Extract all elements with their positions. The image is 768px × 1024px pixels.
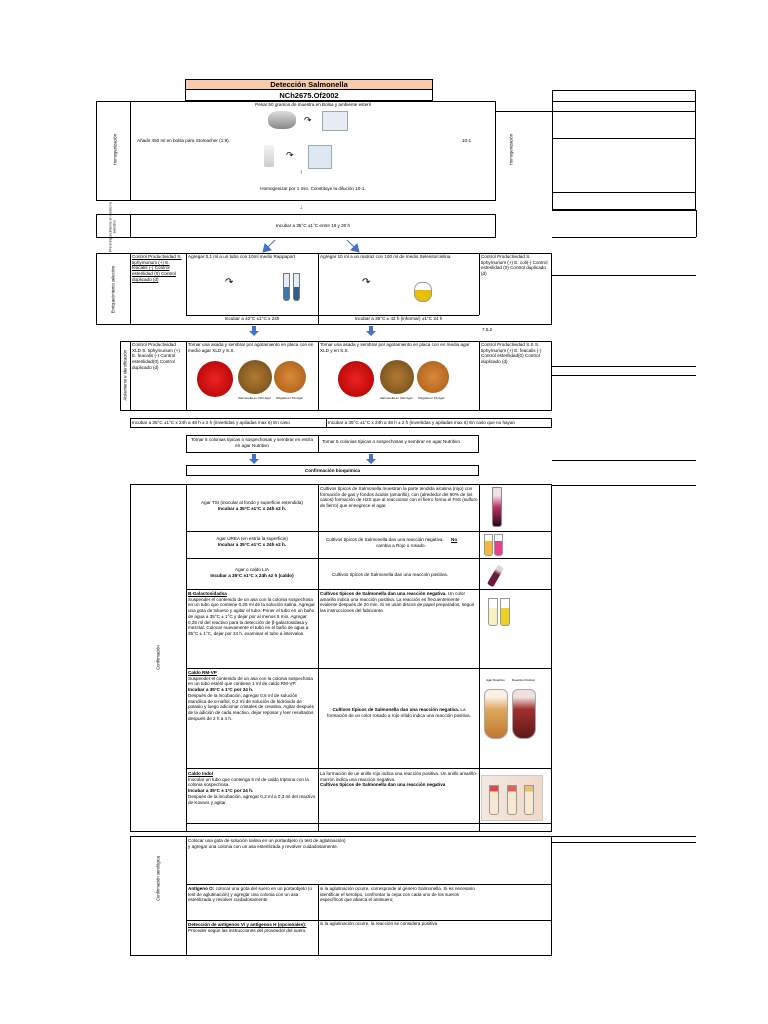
selective-incubation-right: Incubar a 35°C ± 42 h (informar) ±1°C 24 h bbox=[354, 316, 443, 321]
blue-arrow-down bbox=[366, 454, 376, 464]
bottle-image bbox=[264, 145, 274, 167]
pick-right: Tomar 5 colonias típicas o sospechosas y sembrar en agar Nutritivo bbox=[322, 439, 460, 444]
bgal-test bbox=[188, 591, 316, 637]
section-ref: 7.5.2 bbox=[482, 327, 493, 332]
rmvp-incubation: Incubar a 35°C ± 1°C por 24 h. bbox=[188, 687, 254, 693]
antigen-o-result-2: si la aglutinación ocurre, la reacción se considera positiva bbox=[320, 921, 438, 926]
bgal-text: Suspender el contenido de un asa con la colonia sospechosa en un tubo que contiene 0,25 ml de la solución salina. Agregar una gota de tolueno y agitar el tubo. Poner el tubo en un baño de agua a 35°C ± 1°C y dejar por al menos 5 min. Agregar 0,25 ml del reactivo para la detección de β-galactosidasa y mezclar. Colocar nuevamente el tubo en el baño de agua a 35°C ± 1°C, dejar por 24 h, examinar el tubo a intervalos. bbox=[188, 596, 315, 637]
control-label: Control Productividad S. tiphymurium (+) E. feacalis (-) Control esterilidad (0) Control duplicado (d) bbox=[132, 254, 182, 282]
urea-tube-image bbox=[484, 534, 493, 556]
rmvp-text: Suspender el contenido de un asa con la colonia sospechosa en un tubo estéril que contiene 1 ml de caldo RM-VP. bbox=[188, 675, 313, 687]
selective-right-control: Control Productividad S. tiphymurium (+) E. coli(-) Control esterilidad (0) Control duplicado (d) bbox=[481, 254, 548, 277]
tsi-incubation: Incubar a 35°C ±1°C x 24h ±2 h. bbox=[217, 505, 287, 511]
document-subtitle: NCh2675.Of2002 bbox=[185, 90, 433, 101]
document-title: Detección Salmonella bbox=[185, 79, 433, 90]
arrow-icon: ↷ bbox=[304, 115, 312, 125]
preenrich-side-label: Pre-enriquecimiento en medio no selectivo bbox=[108, 201, 116, 252]
indol-tube bbox=[524, 785, 534, 815]
homogenization-right-label: Homogenización bbox=[508, 133, 514, 166]
urea-tube-image bbox=[494, 534, 503, 556]
selective-incubation-left: Incubar a 42°C ±1°C x 24h bbox=[224, 316, 280, 321]
add-step: Añadir 450 ml en bolsa para Stomacher (1:9). bbox=[137, 138, 230, 143]
blue-arrow-left bbox=[262, 239, 278, 253]
rmvp-test bbox=[188, 670, 316, 722]
confirmation-title: Confirmación bioquímica bbox=[304, 468, 361, 473]
antigen-o-result: si la aglutinación ocurre, corresponde al género Salmonella. Si es necesario identificar el serotipo, confrontar la cepa con cada uno de los sueros específicos que abarca el antisuero; bbox=[320, 886, 475, 903]
rmvp-tube-image bbox=[512, 689, 536, 739]
plating-right-control: Control Productividad S.S S. tiphymurium (+) E. feacalis (-) Control esterilidad(0) Control duplicado (d) bbox=[481, 342, 542, 365]
indol-test bbox=[188, 771, 316, 805]
arrow-down: ↓ bbox=[299, 205, 303, 211]
confirmation-side-label: Confirmación bbox=[155, 645, 161, 670]
tsi-result: Cultivos típicos de Salmonella muestran la parte tendida alcalina (rojo) con formación de gas y fondos ácidos (amarillo), con (alrededor del 90% de los casos) formación de H2S que al reaccionar con el fierro forma el FeS (sulfuro de fierro) que ennegrece el agar. bbox=[320, 486, 478, 509]
rmvp-tube-image bbox=[484, 689, 508, 739]
antigen-o bbox=[188, 886, 316, 903]
plating-right-text: Tomar una asada y sembrar por agotamiento en placa con en medio agar XLD y en S.S. bbox=[320, 342, 470, 353]
bgal-title: B-Galactosidadsa bbox=[188, 591, 227, 596]
indol-result bbox=[320, 771, 478, 788]
plating-left-control: Control Productividad XLD S. tiphymurium (+) E. feacalis (-) Control esterilidad(0) Control duplicado (d) bbox=[132, 342, 180, 370]
indol-tube bbox=[507, 785, 517, 815]
rappaport-tube-blue bbox=[293, 273, 300, 301]
blue-arrow-right bbox=[344, 239, 360, 253]
tsi-label: Agar TSI (inocular al fondo y superficie extendida) bbox=[201, 500, 303, 505]
indol-result-bold: Cultivos típicos de Salmonella dan una reacción negativa bbox=[320, 782, 446, 788]
plating-incubation-right: Incubar a 35°C ±1°C x 24h a 48 h ± 2 h (invertidas y apiladas max 6) En caso que no hayan bbox=[328, 420, 515, 425]
urea-result-text: Cultivos típicos de Salmonella dan una reacción negativa. bbox=[326, 537, 444, 542]
xld-plate-red bbox=[197, 361, 233, 397]
rmvp-result-text: La formación de un color rosado a rojo nítido indica una reacción positiva. bbox=[327, 707, 471, 718]
urea-label: Agar UREA (en estría la superficie) bbox=[216, 536, 288, 541]
xld-caption: Salmonella en XLD Agar bbox=[380, 396, 413, 400]
indol-title: Caldo Indol bbox=[188, 771, 214, 776]
rmvp-caption-2: Reactivo Positivo bbox=[512, 678, 536, 682]
xld-caption: Salmonella en XLD Agar bbox=[238, 396, 271, 400]
rmvp-text-2: Después de la incubación, agregar 0,6 ml de solución etanólica de α-naftol, 0,2 ml de solución de hidróxido de potasio y luego adicionar cristales de creatina. Agitar después de la adición de cada reactivo, dejar reposar y leer resultados después de 2 h a 4 h. bbox=[188, 692, 314, 721]
weigh-step: Pesar 50 gramos de muestra en Bolsa y ambiente esteril bbox=[255, 102, 371, 107]
indol-tube bbox=[489, 785, 499, 815]
arrow-down: ↓ bbox=[299, 169, 303, 175]
plating-incubation-left: Incubar a 35°C ±1°C x 24h a 48 h ± 2 h (invertidas y apiladas max 6) En caso bbox=[132, 420, 290, 425]
urea-incubation: Incubar a 35°C ±1°C x 24h ±2 h. bbox=[217, 541, 287, 547]
selenito-flask bbox=[414, 282, 432, 302]
rappaport-tube-blue bbox=[283, 273, 290, 301]
indol-result-text: La formación de un anillo rojo indica una reacción positiva. Un anillo amarillo-marrón indica una reacción negativa. bbox=[320, 771, 478, 782]
indol-incubation: Incubar a 35°C ± 1°C por 24 h. bbox=[188, 788, 254, 794]
pick-left: Tomar 5 colonias típicas o sospechosas y sembrar en estría en agar Nutritivo bbox=[190, 437, 314, 448]
bgal-tube-image bbox=[488, 598, 498, 626]
arrow-icon: ↷ bbox=[286, 150, 294, 160]
preenrich-text: Incubar a 35°C ±1°C entre 16 y 20 h bbox=[275, 223, 351, 228]
lia-test bbox=[188, 567, 316, 578]
arrow-icon: ↷ bbox=[362, 277, 371, 288]
bgal-result-text: Un color amarillo indica una reacción positiva. La reacción es frecuentemente evidente después de 20 min. Si se usan discos de papel preparados, seguir las instrucciones del fabricante. bbox=[320, 591, 475, 614]
bgal-result bbox=[320, 591, 478, 614]
stomacher-image bbox=[322, 111, 348, 131]
urea-no: No bbox=[451, 537, 458, 542]
vi-antigen bbox=[188, 922, 318, 933]
lia-label: Agar o caldo LIA bbox=[235, 567, 269, 572]
ss-plate-orange bbox=[417, 361, 449, 393]
homogenization-side-label: Homogenización bbox=[112, 133, 118, 166]
rmvp-result bbox=[322, 707, 476, 718]
antigen-o-label: Antígeno O: bbox=[188, 886, 215, 891]
vi-text: Proceder según las instrucciones del proveedor del suero. bbox=[188, 927, 307, 933]
dilution-mark: 10-1 bbox=[462, 138, 472, 143]
rappaport-step: Agregar 0,1 ml a un tubo con 10ml medio Rappaport bbox=[188, 254, 295, 259]
indol-text-2: Después de la incubación, agregar 0,2 ml a 0,3 ml del reactivo de Kovacs y agitar. bbox=[188, 793, 316, 805]
tsi-tube-image bbox=[492, 487, 502, 527]
ss-caption: Shigella en SS Agar bbox=[418, 396, 445, 400]
ss-plate-orange bbox=[274, 361, 306, 393]
serology-drop: Colocar una gota de solución salina en un portaobjeto (o test de aglutinación) y agregar una colonia con un asa esterilizada y revolver cuidadosamente. bbox=[188, 838, 346, 849]
bag-image bbox=[308, 145, 332, 169]
arrow-icon: ↷ bbox=[225, 277, 234, 288]
homogenize-step: Homogenizar por 1 min. Constituye la dilución 10-1. bbox=[260, 186, 366, 191]
selenito-step: Agregar 10 ml a un matraz con 100 ml de medio Selenito/cistina bbox=[320, 254, 451, 259]
rmvp-title: Caldo RM-VP bbox=[188, 670, 217, 675]
bgal-result-bold: Cultivos típicos de Salmonella dan una reacción negativa. bbox=[320, 591, 447, 596]
lia-result: Cultivos típicos de Salmonella dan una reacción positiva. bbox=[332, 572, 448, 577]
tsi-test bbox=[188, 500, 316, 511]
ss-caption: Shigella en SS Agar bbox=[276, 396, 303, 400]
blue-arrow-down bbox=[366, 326, 376, 336]
xld-plate-red bbox=[338, 361, 374, 397]
rmvp-caption-1: Agar Reactivo bbox=[486, 678, 505, 682]
urea-test bbox=[188, 536, 316, 547]
xld-plate-brown bbox=[238, 360, 272, 394]
plating-left-text: Tomar una asada y sembrar por agotamiento en placa con en medio agar XLD y S.S. bbox=[188, 342, 314, 353]
serology-side-label: Confirmación serológica bbox=[155, 856, 161, 901]
plating-side-label: Aislamiento e identificación bbox=[122, 349, 128, 401]
lia-incubation: Incubar a 35°C ±1°C x 24h ±2 h (caldo) bbox=[210, 572, 294, 578]
xld-plate-brown bbox=[380, 360, 414, 394]
rmvp-result-bold: Cultivos típicos de Salmonella dan una reacción negativa. bbox=[332, 707, 460, 712]
stomacher-bag-image bbox=[268, 111, 296, 129]
bgal-tube-image bbox=[500, 598, 510, 626]
blue-arrow-down bbox=[249, 454, 259, 464]
selective-side-label: Enriquecimiento selectivo bbox=[110, 265, 116, 314]
vi-title: Detección de antígenos Vi y antígenos H (opcionales): bbox=[188, 922, 307, 927]
blue-arrow-down bbox=[249, 326, 259, 336]
antigen-o-text: colocar una gota del suero en un portaobjeto (o test de aglutinación) y agregar una colonia con un asa esterilizada y revolver cuidadosamente bbox=[188, 886, 313, 903]
urea-result-text-2: cambia a Rojo o rosado. bbox=[376, 542, 426, 548]
selective-left-control bbox=[132, 254, 184, 283]
urea-result bbox=[326, 537, 476, 548]
indol-text: Inocular un tubo que contenga 5 ml de caldo triptona con la colonia sospechosa. bbox=[188, 776, 309, 788]
